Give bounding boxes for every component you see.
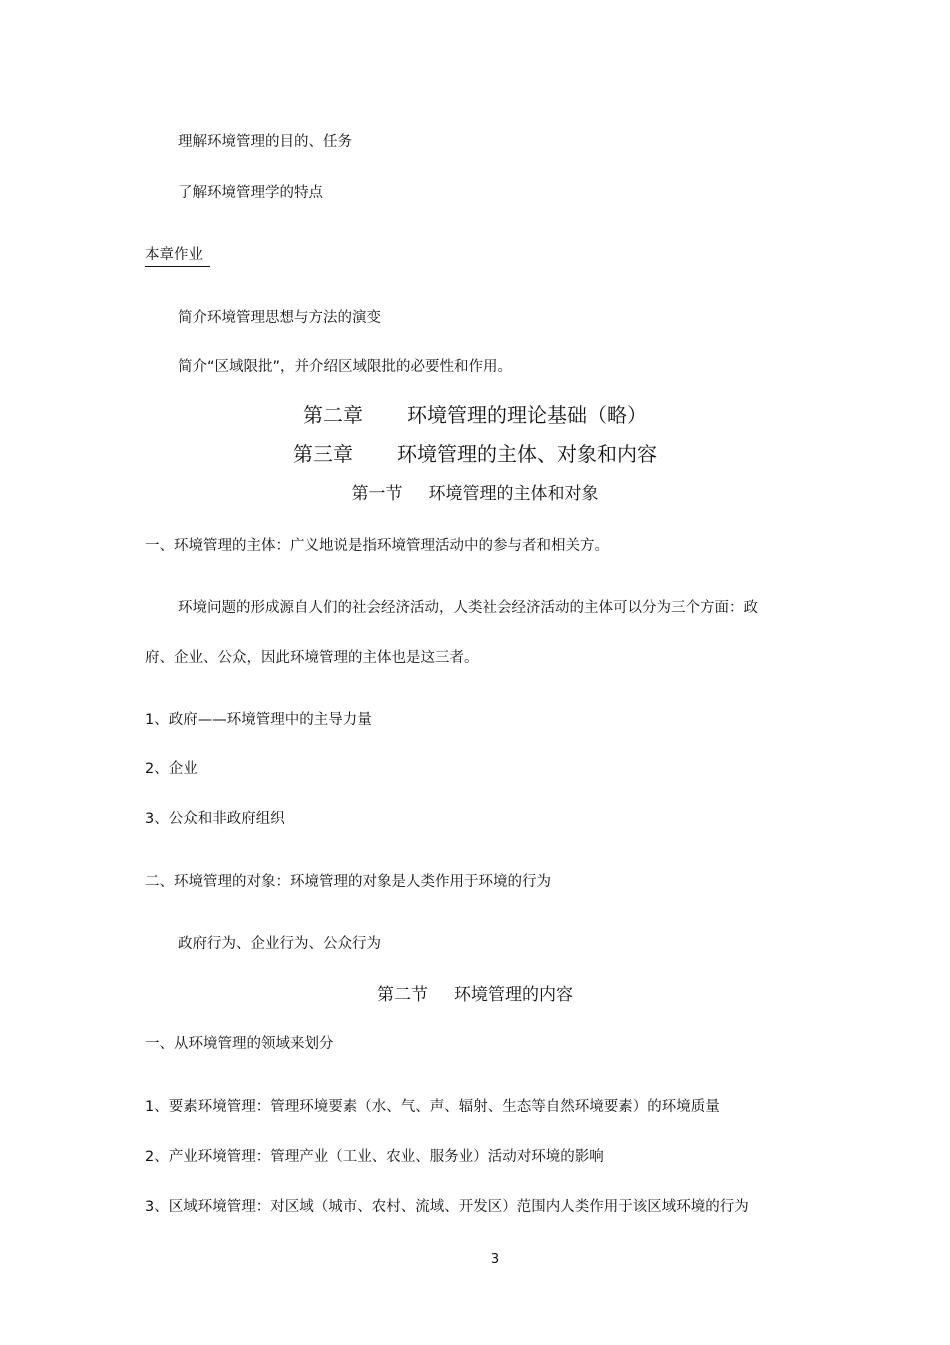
chapter-3-heading: [0, 441, 950, 467]
content-list-item-3: 3、区域环境管理：对区域（城市、农村、流域、开发区）范围内人类作用于该区域环境的行为: [145, 1199, 749, 1215]
chapter-2-title: 环境管理的理论基础（略）: [407, 403, 647, 427]
homework-heading: 本章作业: [145, 247, 203, 263]
subject-list-item-2: 2、企业: [145, 761, 198, 777]
content-list-item-1: 1、要素环境管理：管理环境要素（水、气、声、辐射、生态等自然环境要素）的环境质量: [145, 1099, 720, 1115]
section-2-heading: [0, 983, 950, 1007]
homework-item-2: 简介“区域限批”，并介绍区域限批的必要性和作用。: [178, 359, 513, 375]
section-2-number: 第二节: [377, 985, 428, 1005]
section-2-title: 环境管理的内容: [454, 985, 573, 1005]
homework-item-1: 简介环境管理思想与方法的演变: [178, 310, 381, 326]
content-division-heading: 一、从环境管理的领域来划分: [145, 1036, 334, 1052]
object-definition: 二、环境管理的对象：环境管理的对象是人类作用于环境的行为: [145, 874, 551, 890]
chapter-3-number: 第三章: [293, 442, 353, 466]
section-1-title: 环境管理的主体和对象: [428, 484, 599, 504]
chapter-2-heading: [0, 402, 950, 428]
chapter-2-number: 第二章: [303, 403, 363, 427]
objective-2: 了解环境管理学的特点: [178, 185, 323, 201]
homework-heading-underline: [145, 266, 210, 267]
subject-list-item-3: 3、公众和非政府组织: [145, 811, 285, 827]
subject-list-item-1: 1、政府——环境管理中的主导力量: [145, 712, 372, 728]
objective-1: 理解环境管理的目的、任务: [178, 134, 352, 150]
page-number: 3: [490, 1252, 500, 1267]
subject-paragraph-line-2: 府、企业、公众，因此环境管理的主体也是这三者。: [145, 650, 479, 666]
section-1-heading: [0, 482, 950, 506]
subject-paragraph-line-1: 环境问题的形成源自人们的社会经济活动，人类社会经济活动的主体可以分为三个方面：政: [178, 600, 758, 616]
content-list-item-2: 2、产业环境管理：管理产业（工业、农业、服务业）活动对环境的影响: [145, 1149, 604, 1165]
chapter-3-title: 环境管理的主体、对象和内容: [397, 442, 657, 466]
subject-definition: 一、环境管理的主体：广义地说是指环境管理活动中的参与者和相关方。: [145, 538, 609, 554]
object-examples: 政府行为、企业行为、公众行为: [178, 936, 381, 952]
section-1-number: 第一节: [351, 484, 403, 504]
